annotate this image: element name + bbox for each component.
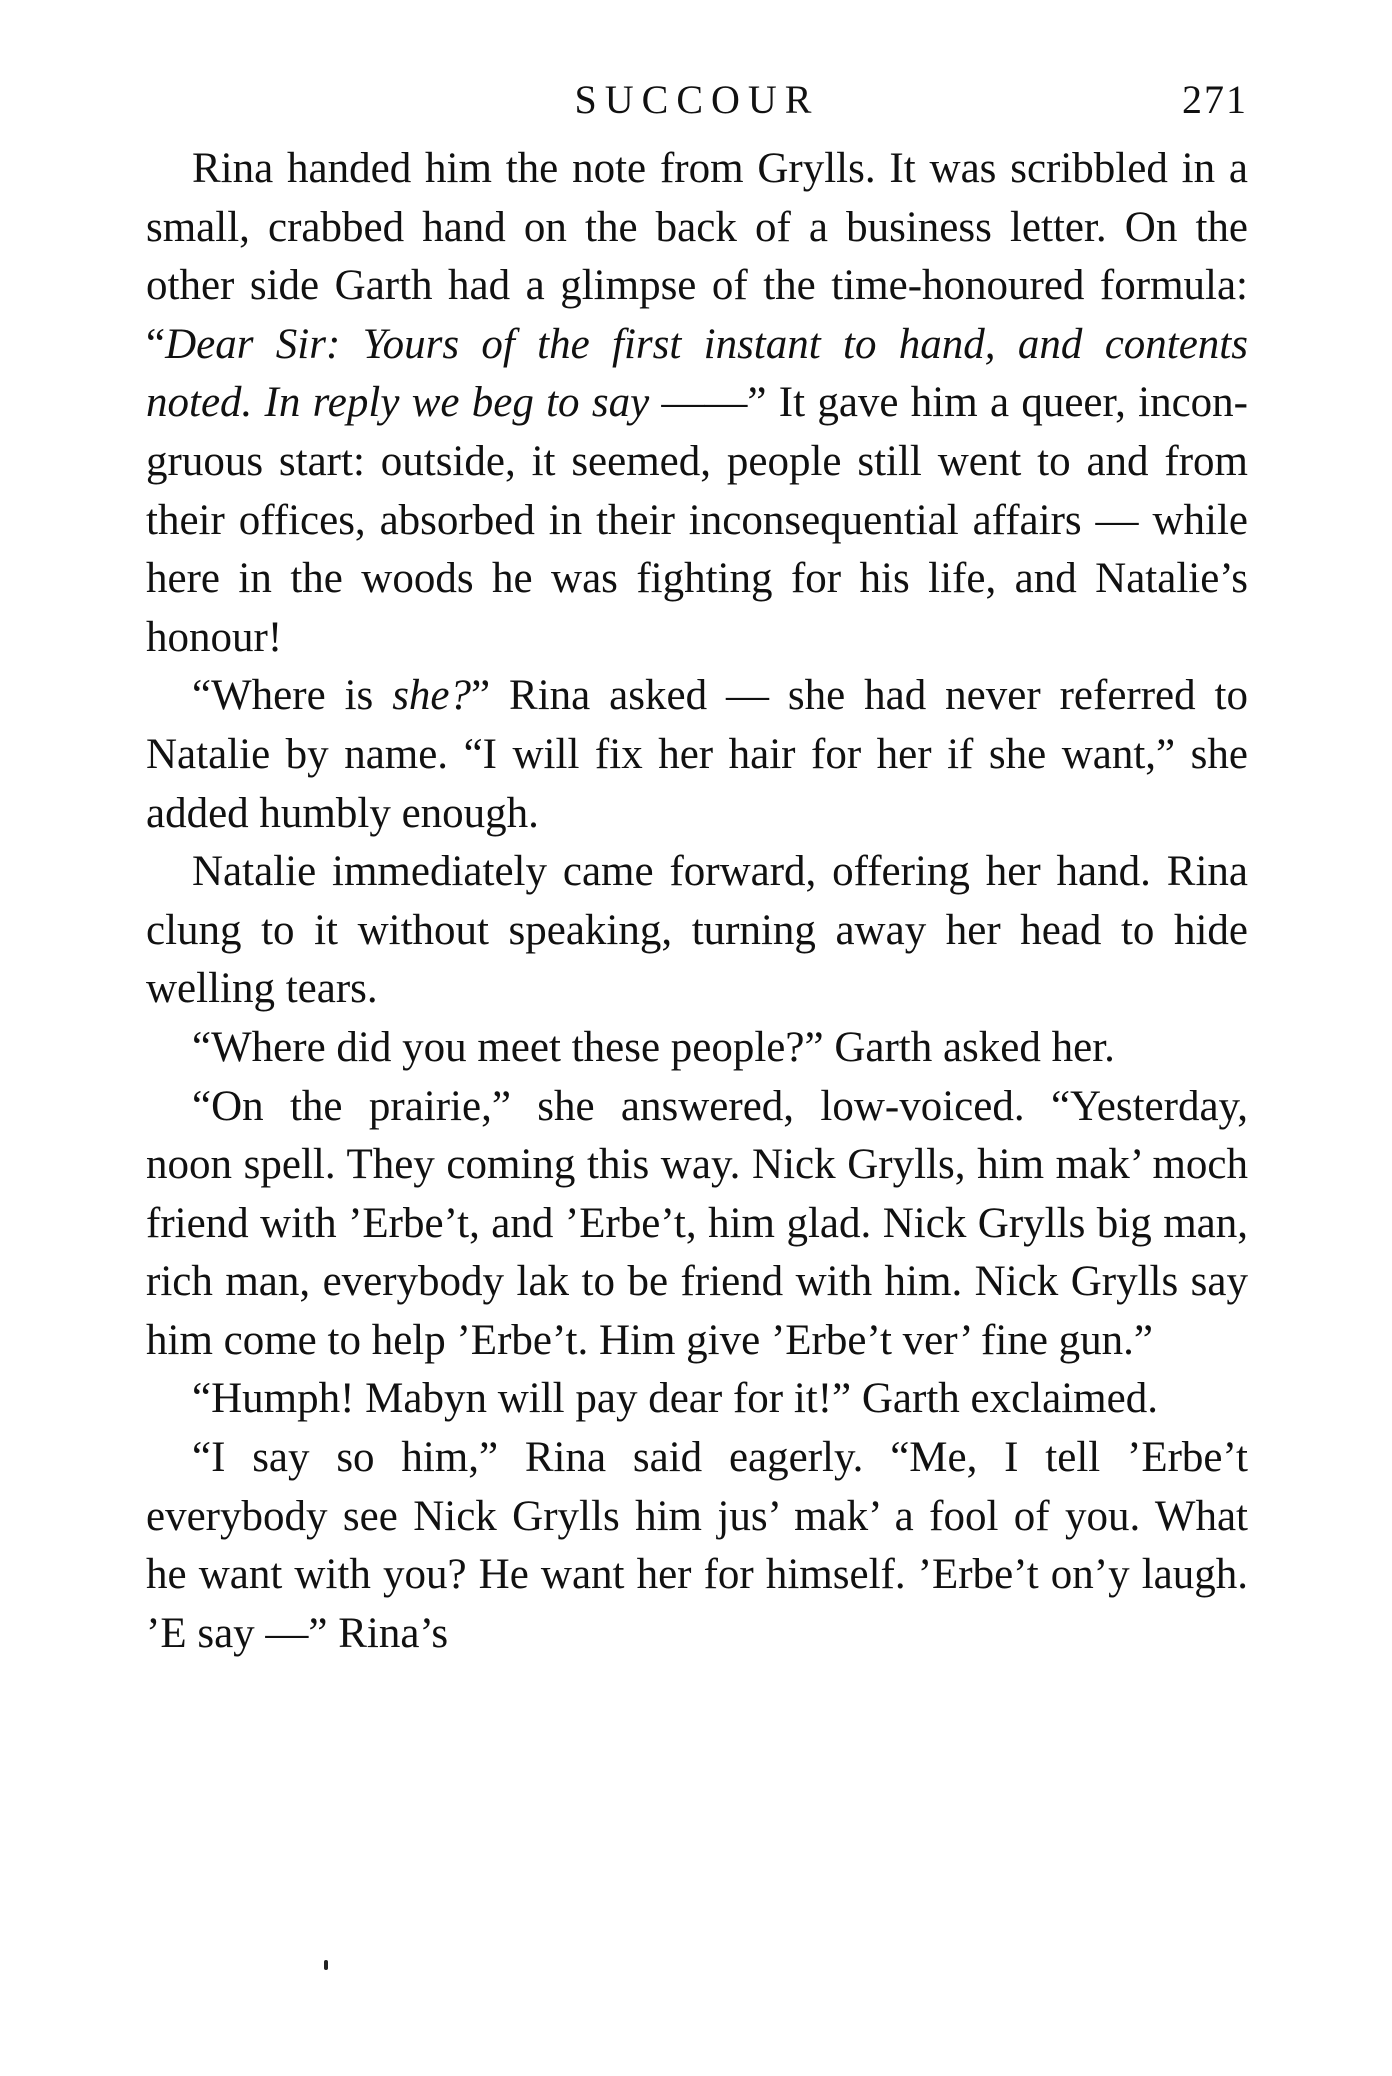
italic-letter-formula: Dear Sir: Yours of the first instant to hand, and contents noted. In reply we beg to say — [146, 320, 1248, 427]
paragraph-text: ——” It gave him a queer, incongruous start: outside, it seemed, people still went to and from their offices, absorbed in their inconsequential affairs — while here in the woods he was fighting for his life, and Natalie’s honour! — [146, 379, 1248, 661]
body-text — [146, 140, 1248, 1663]
paragraph-text: “Where is — [192, 672, 393, 720]
italic-she: she? — [392, 672, 472, 720]
paragraph-humph: “Humph! Mabyn will pay dear for it!” Garth exclaimed. — [192, 1375, 1158, 1423]
paragraph-garth-question: “Where did you meet these people?” Garth asked her. — [192, 1023, 1115, 1071]
book-page — [146, 60, 1248, 1663]
paragraph-note — [146, 140, 1248, 667]
paragraph-where-is-she — [146, 667, 1248, 843]
page-number: 271 — [1182, 77, 1248, 122]
running-head — [146, 60, 1248, 140]
print-speck — [324, 1960, 328, 1970]
paragraph-natalie: Natalie immediately came forward, offering her hand. Rina clung to it without speaking, turning away her head to hide welling tears. — [146, 848, 1248, 1013]
paragraph-rina-eagerly: “I say so him,” Rina said eagerly. “Me, I tell ’Erbe’t everybody see Nick Grylls him jus’ mak’ a fool of you. What he want with you? He want her for himself. ’Erbe’t on’y laugh. ’E say —” Rina’s — [146, 1434, 1248, 1657]
paragraph-prairie: “On the prairie,” she answered, low-voiced. “Yesterday, noon spell. They coming this way. Nick Grylls, him mak’ moch friend with ’Erbe’t, and ’Erbe’t, him glad. Nick Grylls big man, rich man, everybody lak to be friend with him. Nick Grylls say him come to help ’Erbe’t. Him give ’Erbe’t ver’ fine gun.” — [146, 1082, 1248, 1364]
paragraph-text: ” Rina asked — she had never referred to Natalie by name. “I will fix her hair for her if she want,” she added humbly enough. — [146, 672, 1248, 837]
chapter-title: SUCCOUR — [574, 77, 820, 122]
paragraph-text: Rina handed him the note from Grylls. It was scribbled in a small, crabbed hand on the back of a business letter. On the other side Garth had a glimpse of the time-honoured formula: “ — [146, 145, 1248, 368]
